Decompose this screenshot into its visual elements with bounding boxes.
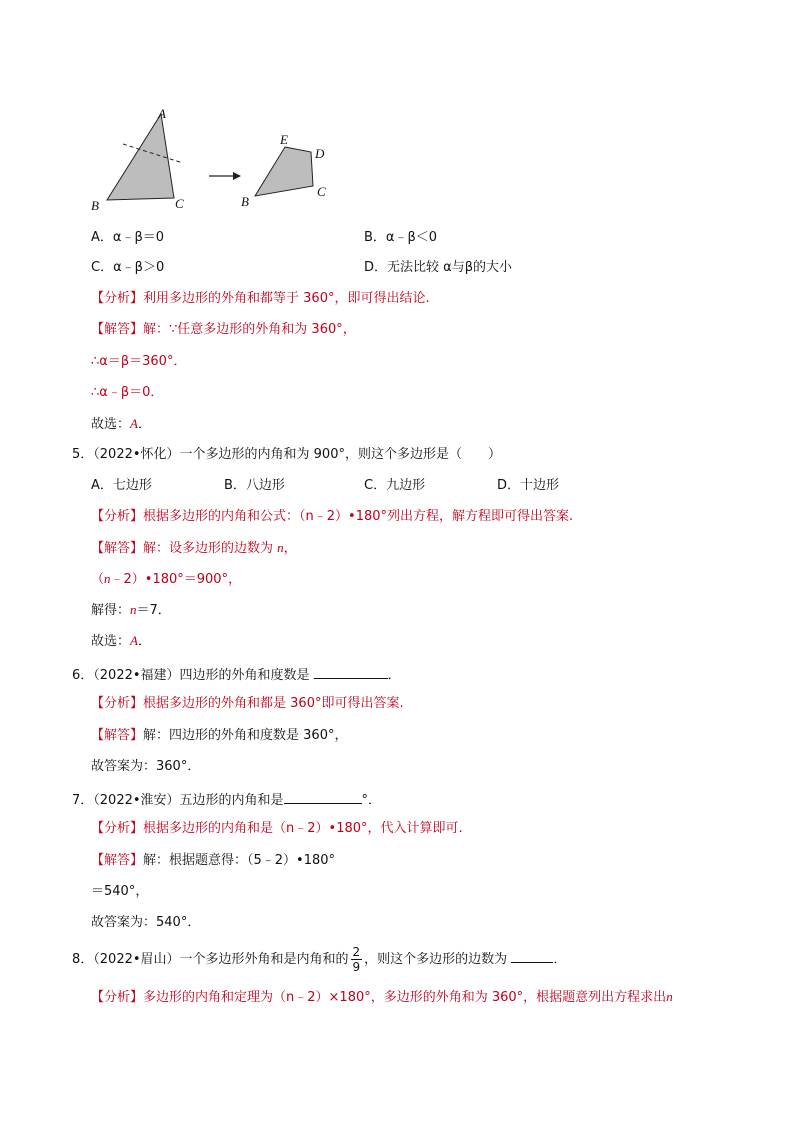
- q5-answer: [91, 539, 297, 558]
- triangle-cut-diagram: [85, 100, 345, 218]
- q6-answer: [91, 727, 347, 745]
- analysis-tag: 【分析】: [91, 696, 144, 711]
- analysis-text: 多边形的内角和定理为（n﹣2）×180°，多边形的外角和为 360°，根据题意列出方程求出: [143, 990, 667, 1005]
- answer-blank: [284, 789, 362, 804]
- choice-suffix: ．: [137, 417, 151, 432]
- geometry-figure: [85, 100, 345, 218]
- choice-value: A: [130, 633, 138, 648]
- label-e: E: [280, 132, 288, 147]
- analysis-text: 根据多边形的外角和都是 360°即可得出答案.: [143, 696, 404, 711]
- q4-option-b: B．α﹣β＜0: [364, 230, 438, 245]
- q4-step2: ∴α﹣β＝0．: [91, 385, 164, 400]
- answer-blank: [314, 664, 388, 679]
- fraction-denominator: 9: [352, 960, 361, 974]
- q4-choice: [91, 415, 151, 434]
- stem-end: °．: [361, 793, 382, 808]
- q5-option-b: B．八边形: [224, 478, 285, 493]
- answer-text: 解：设多边形的边数为: [143, 541, 278, 556]
- answer-blank: [511, 948, 553, 963]
- q7-analysis: [91, 820, 463, 838]
- stem-text: 7．（2022•淮安）五边形的内角和是: [72, 793, 284, 808]
- q7-answer: [91, 852, 335, 870]
- arrow-head-icon: [233, 172, 241, 180]
- fraction: [351, 945, 363, 974]
- answer-tag: 【解答】: [91, 728, 144, 743]
- label-b2: B: [241, 194, 249, 209]
- analysis-tag: 【分析】: [91, 509, 144, 524]
- q6-stem: [72, 664, 401, 685]
- analysis-text: 根据多边形的内角和是（n﹣2）•180°，代入计算即可.: [143, 821, 463, 836]
- q7-step1: ＝540°，: [91, 884, 149, 899]
- pentagon-ebcd: [255, 147, 313, 196]
- label-c2: C: [317, 184, 326, 199]
- q5-analysis: [91, 508, 573, 526]
- q4-option-d: D．无法比较 α与β的大小: [364, 260, 513, 275]
- step-open: （: [91, 572, 105, 587]
- choice-value: A: [130, 416, 138, 431]
- answer-tag: 【解答】: [91, 853, 144, 868]
- q5-step1: [91, 570, 241, 589]
- step-var: n: [130, 602, 137, 617]
- q5-step2: [91, 601, 171, 620]
- q5-choice: [91, 632, 151, 651]
- q8-analysis: [91, 988, 673, 1007]
- step-rest: ﹣2）•180°＝900°，: [110, 572, 242, 587]
- q4-option-c: C．α﹣β＞0: [91, 260, 165, 275]
- answer-var: n: [277, 540, 284, 555]
- answer-text: 解：四边形的外角和度数是 360°，: [143, 728, 348, 743]
- analysis-tag: 【分析】: [91, 291, 144, 306]
- q8-stem: [72, 944, 566, 976]
- step-var: n: [104, 571, 111, 586]
- choice-prefix: 故选：: [91, 417, 131, 432]
- q5-option-d: D．十边形: [497, 478, 560, 493]
- stem-end: ．: [387, 668, 401, 683]
- q4-option-a: A．α﹣β＝0: [91, 230, 165, 245]
- q5-option-c: C．九边形: [364, 478, 426, 493]
- label-c: C: [175, 196, 184, 211]
- analysis-var: n: [666, 989, 673, 1004]
- fraction-numerator: 2: [352, 945, 361, 959]
- label-a: A: [158, 106, 166, 121]
- q5-stem: 5．（2022•怀化）一个多边形的内角和为 900°，则这个多边形是（ ）: [72, 447, 501, 462]
- q4-analysis: [91, 290, 430, 308]
- analysis-tag: 【分析】: [91, 821, 144, 836]
- q6-final: 故答案为：360°．: [91, 759, 201, 774]
- answer-tag: 【解答】: [91, 322, 144, 337]
- q6-analysis: [91, 695, 404, 713]
- q4-answer: [91, 321, 356, 339]
- answer-text: 解：根据题意得：（5﹣2）•180°: [143, 853, 336, 868]
- analysis-text: 利用多边形的外角和都等于 360°，即可得出结论.: [143, 291, 430, 306]
- stem-text-2: ，则这个多边形的边数为: [364, 952, 512, 967]
- label-b: B: [91, 198, 99, 213]
- choice-prefix: 故选：: [91, 634, 131, 649]
- label-d: D: [315, 146, 325, 161]
- step-prefix: 解得：: [91, 603, 131, 618]
- q7-stem: [72, 789, 381, 810]
- analysis-tag: 【分析】: [91, 990, 144, 1005]
- q4-step1: ∴α＝β＝360°．: [91, 354, 187, 369]
- q7-final: 故答案为：540°．: [91, 915, 201, 930]
- step-rest: ＝7．: [136, 603, 171, 618]
- analysis-text: 根据多边形的内角和公式：（n﹣2）•180°列出方程，解方程即可得出答案.: [143, 509, 574, 524]
- q5-option-a: A．七边形: [91, 478, 152, 493]
- stem-end: ．: [553, 952, 567, 967]
- choice-suffix: ．: [137, 634, 151, 649]
- stem-text: 6．（2022•福建）四边形的外角和度数是: [72, 668, 314, 683]
- stem-text: 8．（2022•眉山）一个多边形外角和是内角和的: [72, 952, 349, 967]
- answer-text: 解：∵任意多边形的外角和为 360°，: [143, 322, 356, 337]
- answer-tag: 【解答】: [91, 541, 144, 556]
- answer-text-end: ，: [283, 541, 297, 556]
